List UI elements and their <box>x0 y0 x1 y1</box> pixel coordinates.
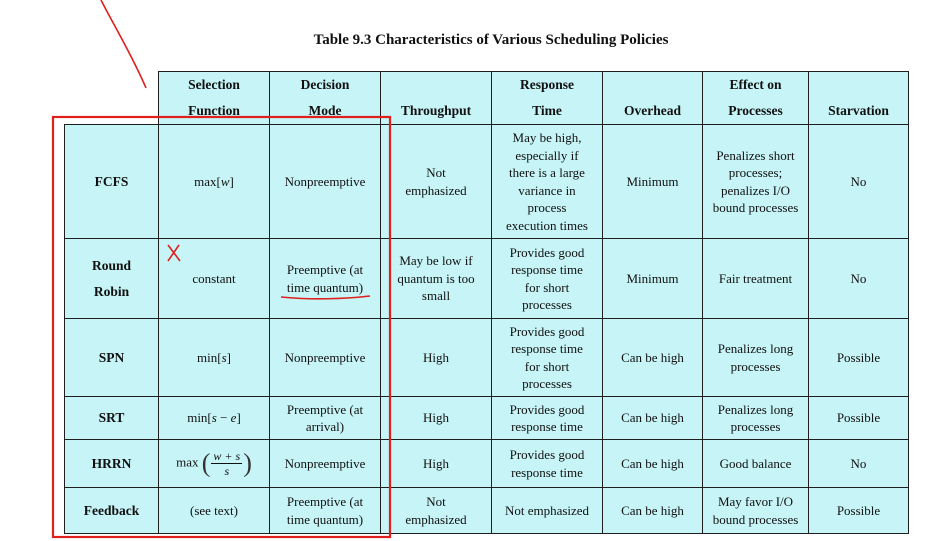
cell-starvation: No <box>809 125 909 239</box>
cell-selection: constant <box>159 239 270 319</box>
header-overhead: Overhead <box>603 72 703 125</box>
table-row <box>65 239 909 319</box>
cell-starvation: No <box>809 239 909 319</box>
cell-overhead: Minimum <box>603 239 703 319</box>
cell-starvation: Possible <box>809 319 909 397</box>
cell-throughput: High <box>381 440 492 488</box>
cell-decision: Preemptive (at arrival) <box>270 397 381 440</box>
cell-throughput: High <box>381 397 492 440</box>
table-title-text: Table 9.3 Characteristics of Various Scheduling Policies <box>313 32 669 48</box>
cell-overhead: Can be high <box>603 397 703 440</box>
cell-response: Provides good response time <box>492 397 603 440</box>
cell-decision: Preemptive (at time quantum) <box>270 239 381 319</box>
cell-effect: Penalizes long processes <box>703 397 809 440</box>
cell-overhead: Can be high <box>603 319 703 397</box>
cell-overhead: Can be high <box>603 488 703 534</box>
table-row <box>65 125 909 239</box>
cell-throughput: High <box>381 319 492 397</box>
row-name-feedback: Feedback <box>65 488 159 534</box>
header-throughput: Throughput <box>381 72 492 125</box>
cell-selection: max ( $\frac{w + s}{s}$ ) <box>159 440 270 488</box>
header-effect-on-processes: Effect on Processes <box>703 72 809 125</box>
cell-throughput: Not emphasized <box>381 125 492 239</box>
hrrn-fraction: $\frac{w + s}{s}$ <box>213 449 241 478</box>
cell-decision: Preemptive (at time quantum) <box>270 488 381 534</box>
cell-throughput: May be low if quantum is too small <box>381 239 492 319</box>
scheduling-policies-table <box>64 71 909 534</box>
cell-overhead: Can be high <box>603 440 703 488</box>
header-response-time: Response Time <box>492 72 603 125</box>
cell-response: Provides good response time for short processes <box>492 239 603 319</box>
cell-starvation: Possible <box>809 397 909 440</box>
table-row <box>65 440 909 488</box>
cell-response: Provides good response time for short processes <box>492 319 603 397</box>
table-row <box>65 319 909 397</box>
row-name-fcfs: FCFS <box>65 125 159 239</box>
header-selection-function: Selection Function <box>159 72 270 125</box>
table-row <box>65 397 909 440</box>
cell-starvation: Possible <box>809 488 909 534</box>
header-row <box>65 72 909 125</box>
table-title <box>0 32 932 49</box>
row-name-srt: SRT <box>65 397 159 440</box>
cell-response: May be high, especially if there is a large variance in process execution times <box>492 125 603 239</box>
cell-effect: Penalizes short processes; penalizes I/O bound processes <box>703 125 809 239</box>
cell-effect: May favor I/O bound processes <box>703 488 809 534</box>
header-starvation: Starvation <box>809 72 909 125</box>
cell-effect: Fair treatment <box>703 239 809 319</box>
row-name-round-robin: Round Robin <box>65 239 159 319</box>
cell-selection: min[s − e] <box>159 397 270 440</box>
cell-effect: Penalizes long processes <box>703 319 809 397</box>
header-decision-mode: Decision Mode <box>270 72 381 125</box>
cell-selection: max[w] <box>159 125 270 239</box>
cell-response: Not emphasized <box>492 488 603 534</box>
cell-starvation: No <box>809 440 909 488</box>
cell-effect: Good balance <box>703 440 809 488</box>
header-corner <box>65 72 159 125</box>
row-name-hrrn: HRRN <box>65 440 159 488</box>
cell-decision: Nonpreemptive <box>270 319 381 397</box>
cell-selection: (see text) <box>159 488 270 534</box>
cell-selection: min[s] <box>159 319 270 397</box>
cell-throughput: Not emphasized <box>381 488 492 534</box>
row-name-spn: SPN <box>65 319 159 397</box>
cell-decision: Nonpreemptive <box>270 440 381 488</box>
cell-overhead: Minimum <box>603 125 703 239</box>
cell-decision: Nonpreemptive <box>270 125 381 239</box>
cell-response: Provides good response time <box>492 440 603 488</box>
table-row <box>65 488 909 534</box>
